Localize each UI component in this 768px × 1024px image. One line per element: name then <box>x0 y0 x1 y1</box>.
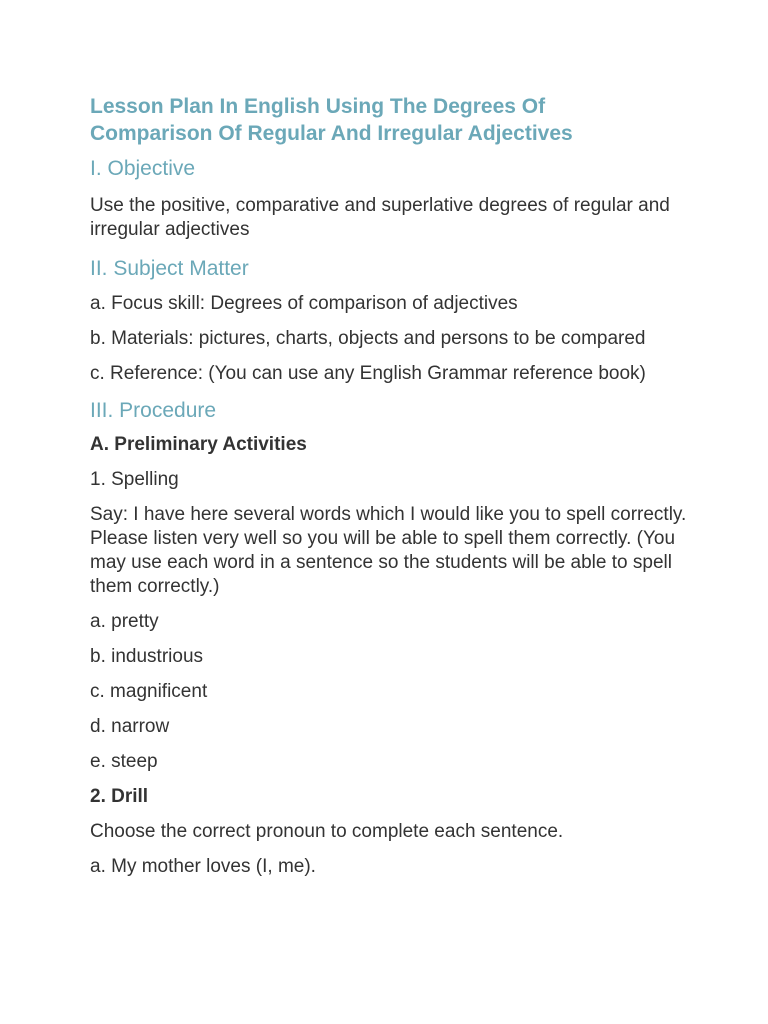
spelling-label: 1. Spelling <box>90 469 179 490</box>
objective-text: Use the positive, comparative and superlative degrees of regular and irregular adjectives <box>90 195 670 240</box>
spelling-word-list <box>90 610 690 774</box>
drill-item: a. My mother loves (I, me). <box>90 856 316 877</box>
subject-matter-item: c. Reference: (You can use any English Grammar reference book) <box>90 363 646 384</box>
subject-matter-list <box>90 292 690 386</box>
subject-matter-heading: II. Subject Matter <box>90 257 249 280</box>
drill-instruction: Choose the correct pronoun to complete each sentence. <box>90 821 564 842</box>
drill-label: 2. Drill <box>90 786 149 807</box>
page-title: Lesson Plan In English Using The Degrees Of Comparison Of Regular And Irregular Adjectives <box>90 95 573 145</box>
objective-heading: I. Objective <box>90 157 196 180</box>
spelling-word: a. pretty <box>90 611 159 632</box>
document-page <box>90 93 690 879</box>
drill-list <box>90 855 690 879</box>
spelling-word: c. magnificent <box>90 681 208 702</box>
spelling-word: b. industrious <box>90 646 204 667</box>
subject-matter-item: a. Focus skill: Degrees of comparison of adjectives <box>90 293 518 314</box>
spelling-word: e. steep <box>90 751 158 772</box>
preliminary-activities-heading: A. Preliminary Activities <box>90 434 307 455</box>
spelling-instruction: Say: I have here several words which I would like you to spell correctly. Please listen very well so you will be able to spell them correctly. (You may use each word in a sentence so the students will be able to spell them correctly.) <box>90 504 687 597</box>
subject-matter-item: b. Materials: pictures, charts, objects and persons to be compared <box>90 328 646 349</box>
procedure-heading: III. Procedure <box>90 399 217 422</box>
spelling-word: d. narrow <box>90 716 170 737</box>
